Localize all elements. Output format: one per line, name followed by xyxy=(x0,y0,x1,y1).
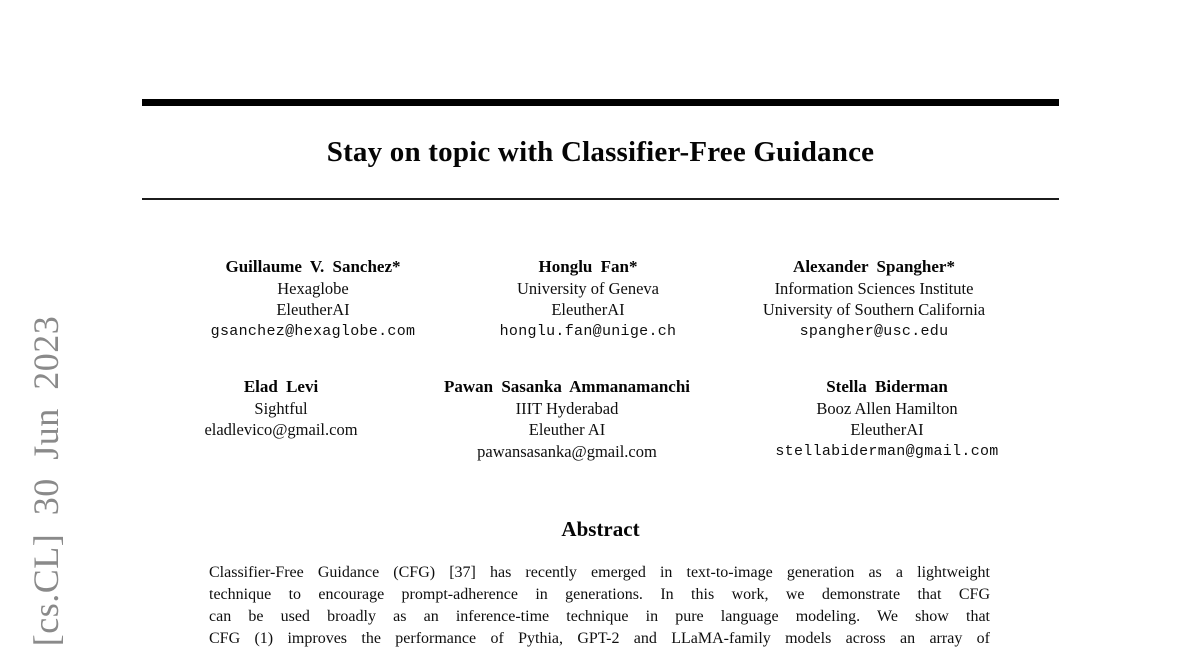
abstract-body xyxy=(209,562,990,650)
abstract-text-line: CFG (1) improves the performance of Pythia, GPT-2 and LLaMA-family models across an array of xyxy=(209,630,990,647)
author-email: eladlevico@gmail.com xyxy=(204,420,358,439)
title-rule-top xyxy=(142,99,1059,106)
author-block-fan xyxy=(428,256,748,342)
author-block-ammanamanchi xyxy=(407,376,727,462)
abstract-text-line: technique to encourage prompt-adherence in generations. In this work, we demonstrate that CFG xyxy=(209,586,990,603)
author-affiliation: EleutherAI xyxy=(551,300,625,319)
author-block-sanchez xyxy=(153,256,473,342)
abstract-text-line: Classifier-Free Guidance (CFG) [37] has recently emerged in text-to-image generation as a lightweight xyxy=(209,564,990,581)
author-block-spangher xyxy=(714,256,1034,342)
author-name: Stella Biderman xyxy=(826,377,948,396)
author-email: pawansasanka@gmail.com xyxy=(477,441,657,461)
author-affiliation: EleutherAI xyxy=(276,300,350,319)
author-affiliation: Eleuther AI xyxy=(528,420,606,439)
author-email: spangher@usc.edu xyxy=(799,322,949,340)
author-name: Honglu Fan* xyxy=(538,257,638,276)
author-block-biderman xyxy=(727,376,1047,462)
author-email: gsanchez@hexaglobe.com xyxy=(210,322,416,340)
author-email: stellabiderman@gmail.com xyxy=(775,442,999,460)
author-affiliation: Hexaglobe xyxy=(277,278,349,298)
abstract-heading: Abstract xyxy=(561,517,640,541)
author-name: Guillaume V. Sanchez* xyxy=(225,257,401,276)
author-affiliation: University of Southern California xyxy=(762,300,986,319)
author-name: Elad Levi xyxy=(243,377,319,396)
title-rule-bottom xyxy=(142,198,1059,200)
paper-title: Stay on topic with Classifier-Free Guidance xyxy=(326,136,875,168)
author-affiliation: Booz Allen Hamilton xyxy=(816,398,958,418)
author-affiliation: IIIT Hyderabad xyxy=(515,398,619,418)
arxiv-stamp: [cs.CL] 30 Jun 2023 xyxy=(26,315,66,647)
author-name: Alexander Spangher* xyxy=(793,257,955,276)
author-affiliation: University of Geneva xyxy=(516,278,660,298)
author-email: honglu.fan@unige.ch xyxy=(499,322,677,340)
author-affiliation: Sightful xyxy=(254,398,308,418)
author-block-levi xyxy=(121,376,441,441)
author-affiliation: EleutherAI xyxy=(850,420,924,439)
author-affiliation: Information Sciences Institute xyxy=(774,278,974,298)
abstract-text-line: can be used broadly as an inference-time technique in pure language modeling. We show that xyxy=(209,608,990,625)
author-name: Pawan Sasanka Ammanamanchi xyxy=(443,377,691,396)
